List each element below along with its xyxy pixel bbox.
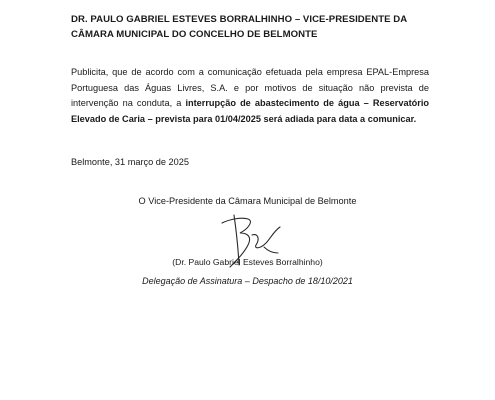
notice-body [71,65,429,127]
signatory-role: O Vice-Presidente da Câmara Municipal de Belmonte [138,196,357,206]
signatory-name: (Dr. Paulo Gabriel Esteves Borralhinho) [172,257,323,267]
notice-body-intro: Publicita, que de acordo com a comunicação efetuada pela empresa EPAL-Empresa Portuguesa das Águas Livres, S.A. e por motivos de situação não prevista de intervenção na conduta, a [71,67,429,108]
notice-body-highlight: interrupção de abastecimento de água – Reservatório Elevado de Caria – prevista para 01/04/2025 será adiada para data a comunicar. [71,98,430,124]
delegation-note: Delegação de Assinatura – Despacho de 18/10/2021 [142,276,353,286]
document-heading: DR. PAULO GABRIEL ESTEVES BORRALHINHO – VICE-PRESIDENTE DA CÂMARA MUNICIPAL DO CONCELHO DE BELMONTE [71,14,407,40]
date-line: Belmonte, 31 março de 2025 [71,157,189,167]
